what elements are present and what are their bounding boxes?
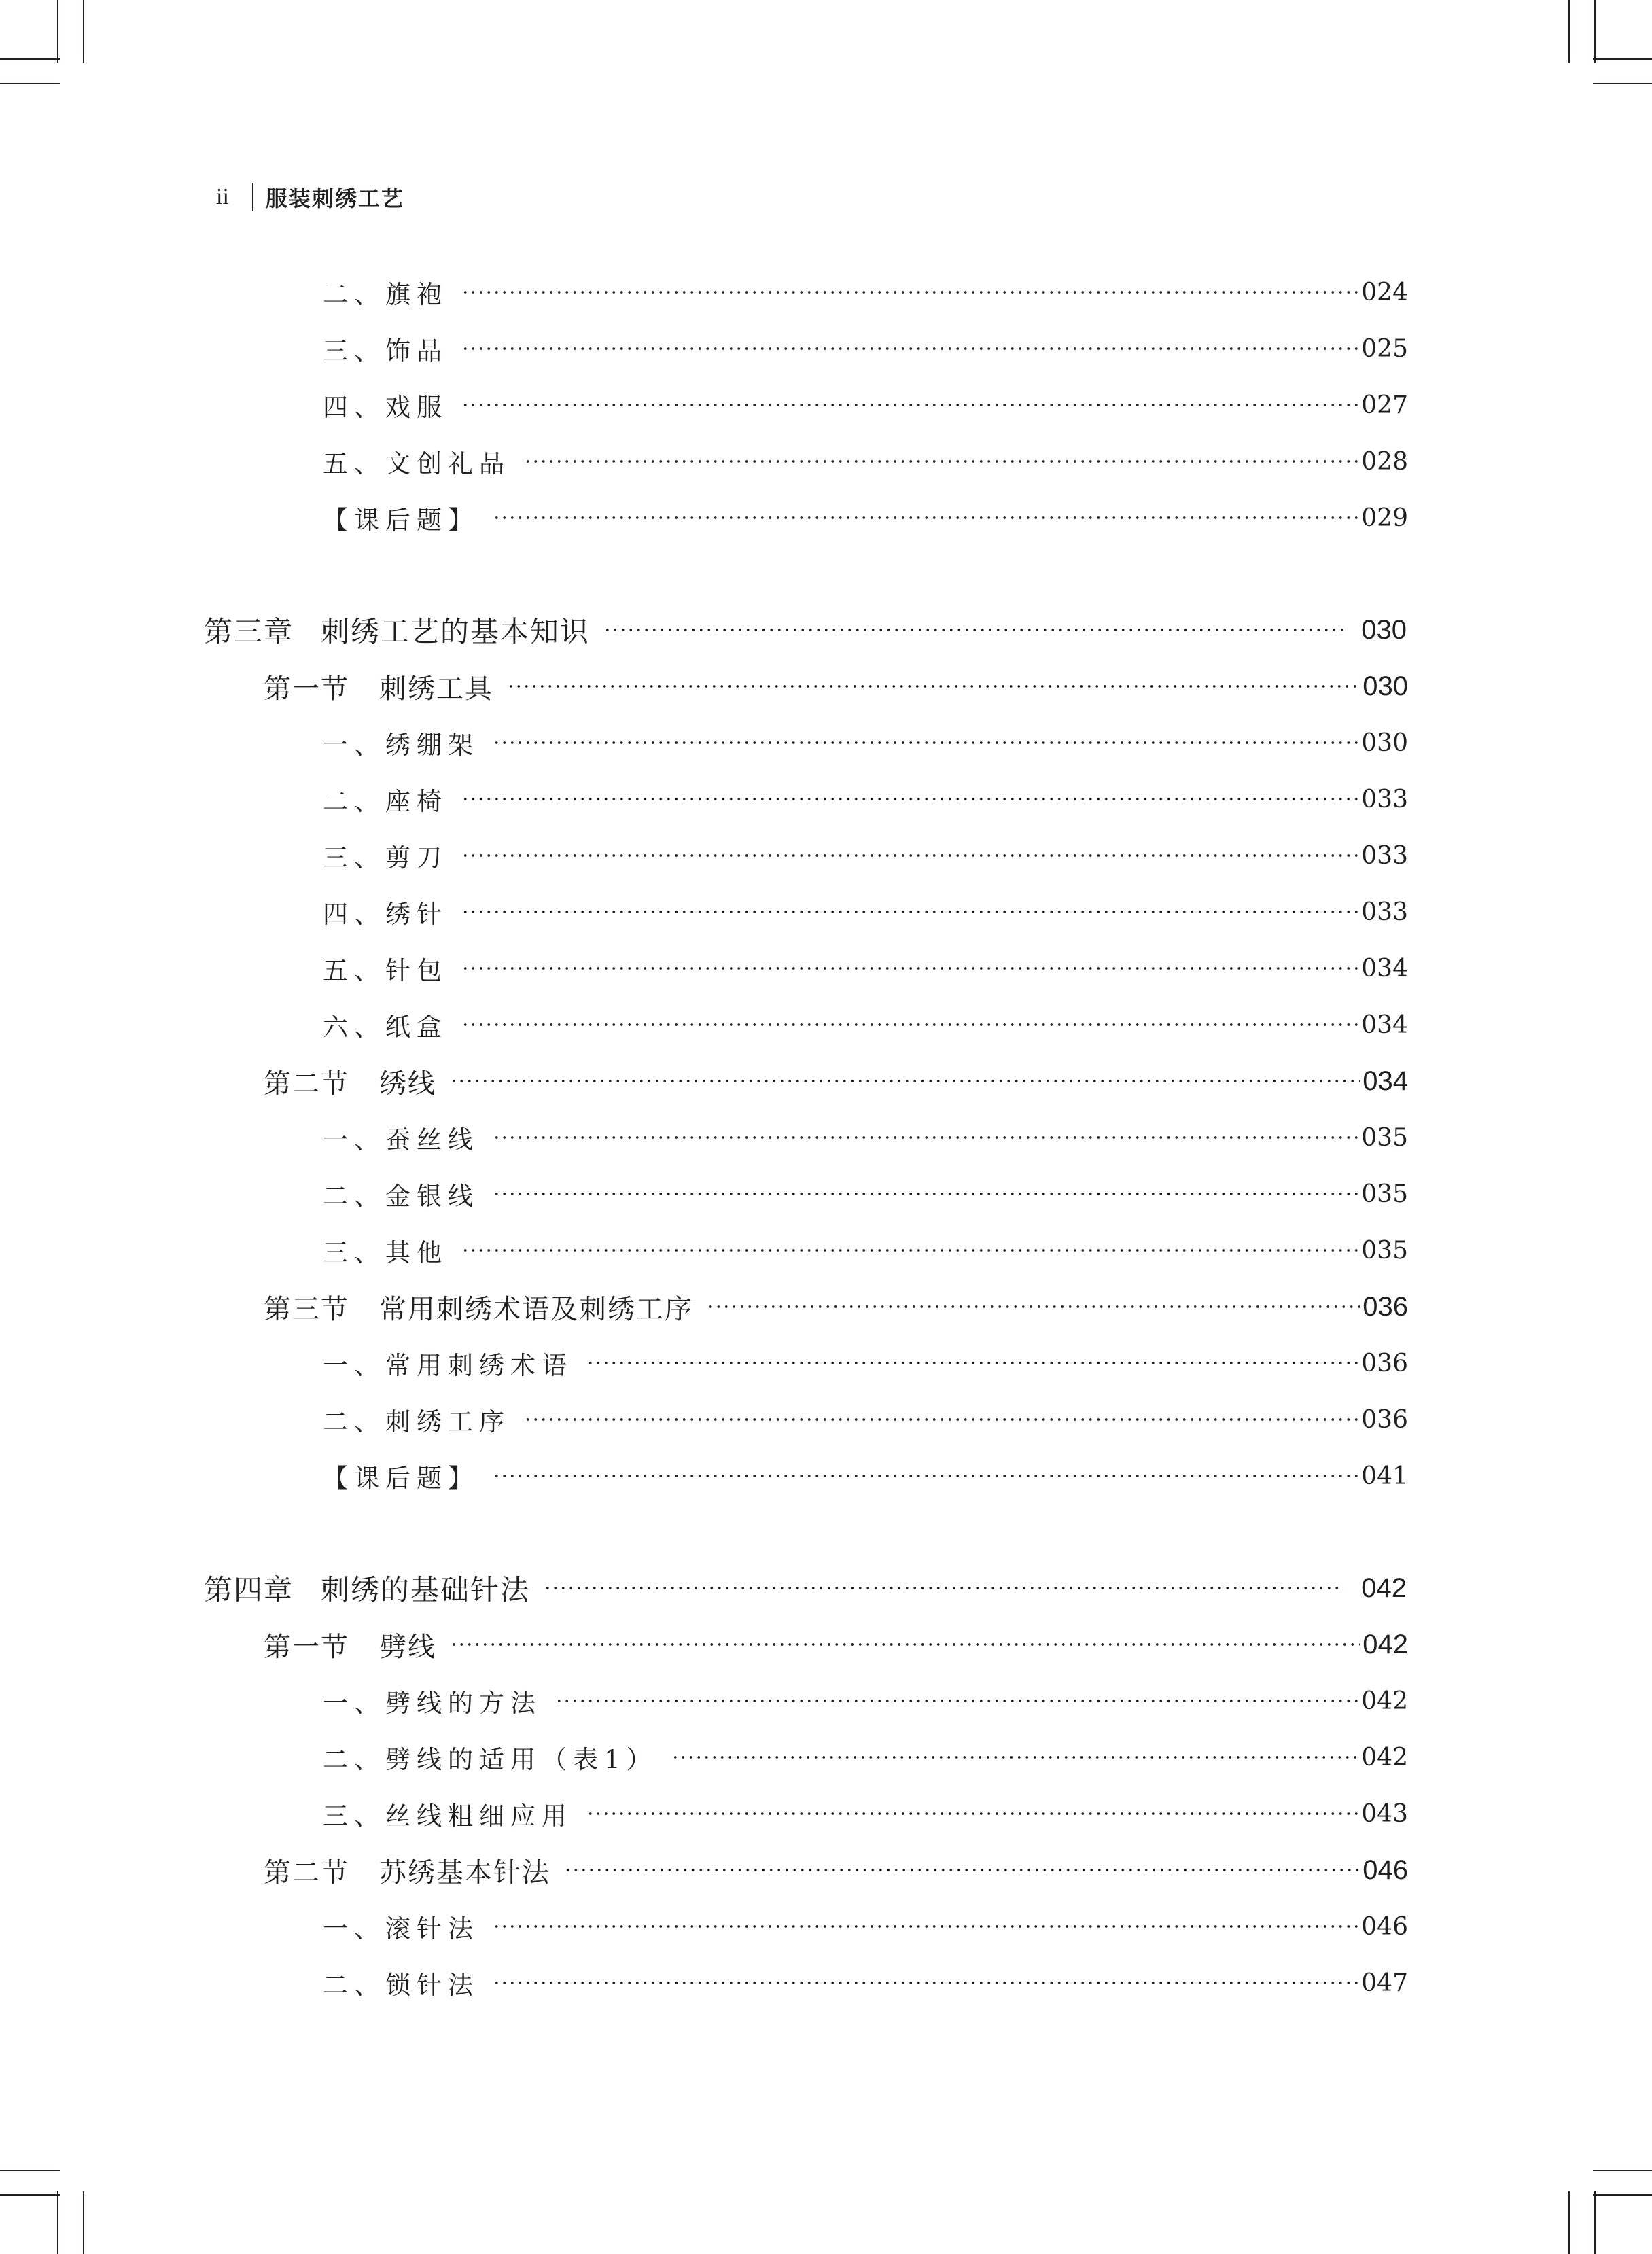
toc-subsection-entry <box>323 1174 1408 1214</box>
toc-subsection-entry <box>323 1117 1408 1158</box>
toc-page-number: 042 <box>1361 1572 1407 1603</box>
toc-entry-prefix: 第二节 <box>264 1856 349 1888</box>
toc-leader-dots <box>461 347 1358 350</box>
toc-leader-dots <box>461 911 1358 913</box>
toc-page-number: 025 <box>1361 334 1408 363</box>
toc-subsection-entry <box>323 1004 1408 1045</box>
toc-page-number: 029 <box>1361 504 1408 532</box>
toc-entry-title <box>264 1851 550 1890</box>
toc-page-number: 033 <box>1361 898 1408 926</box>
toc-section-entry <box>264 1850 1408 1890</box>
toc-entry-title <box>264 1062 436 1101</box>
toc-entry-label: 劈线 <box>379 1631 436 1663</box>
toc-entry-prefix: 第二节 <box>264 1068 349 1099</box>
toc-page-number: 036 <box>1363 1291 1408 1322</box>
toc-page-number: 042 <box>1361 1687 1408 1715</box>
toc-page-number: 033 <box>1361 785 1408 813</box>
toc-leader-dots <box>564 1869 1360 1871</box>
toc-page-number: 036 <box>1361 1349 1408 1377</box>
toc-page-number: 035 <box>1361 1180 1408 1208</box>
toc-leader-dots <box>524 1418 1358 1421</box>
toc-leader-dots <box>544 1587 1343 1589</box>
toc-entry-title <box>264 667 493 706</box>
toc-leader-dots <box>493 516 1358 519</box>
toc-entry-prefix: 第一节 <box>264 1631 349 1663</box>
toc-page-number: 042 <box>1363 1629 1408 1659</box>
toc-entry-title <box>264 1288 693 1326</box>
toc-entry-title: 一、滚针法 <box>323 1914 479 1943</box>
toc-subsection-entry <box>323 385 1408 425</box>
toc-page-number: 036 <box>1361 1405 1408 1434</box>
toc-page-number: 030 <box>1363 671 1408 701</box>
toc-page-number: 043 <box>1361 1799 1408 1828</box>
toc-page-number: 042 <box>1361 1743 1408 1772</box>
toc-page-number: 028 <box>1361 447 1408 476</box>
toc-page-number: 030 <box>1361 614 1407 645</box>
toc-page-number: 024 <box>1361 278 1408 306</box>
toc-page-number: 027 <box>1361 391 1408 419</box>
toc-leader-dots <box>555 1700 1358 1702</box>
toc-leader-dots <box>707 1305 1360 1308</box>
toc-leader-dots <box>461 967 1358 970</box>
toc-leader-dots <box>461 291 1358 294</box>
toc-subsection-entry <box>323 1230 1408 1271</box>
toc-leader-dots <box>493 1475 1358 1477</box>
toc-entry-title: 四、绣针 <box>323 900 448 929</box>
toc-entry-label: 刺绣的基础针法 <box>321 1573 531 1606</box>
toc-leader-dots <box>603 629 1343 631</box>
page-number: ii <box>216 184 229 209</box>
toc-page-number: 046 <box>1361 1912 1408 1941</box>
toc-entry-title <box>204 1568 530 1608</box>
toc-page-number: 041 <box>1361 1462 1408 1490</box>
toc-leader-dots <box>461 404 1358 406</box>
toc-chapter-entry <box>204 1568 1407 1608</box>
toc-subsection-entry <box>323 1456 1408 1496</box>
toc-page-number: 034 <box>1361 1010 1408 1039</box>
toc-leader-dots <box>493 741 1358 744</box>
toc-subsection-entry <box>323 779 1408 820</box>
toc-page-number: 035 <box>1361 1123 1408 1152</box>
toc-entry-title: 一、劈线的方法 <box>323 1689 542 1718</box>
toc-entry-title: 三、剪刀 <box>323 843 448 873</box>
toc-page-number: 035 <box>1361 1236 1408 1265</box>
toc-entry-title: 一、常用刺绣术语 <box>323 1351 573 1380</box>
toc-leader-dots <box>586 1362 1358 1364</box>
toc-subsection-entry <box>323 1680 1408 1721</box>
toc-entry-label: 苏绣基本针法 <box>379 1856 550 1888</box>
toc-page-number: 033 <box>1361 841 1408 870</box>
toc-page-number: 034 <box>1361 954 1408 983</box>
toc-leader-dots <box>493 1136 1358 1139</box>
toc-entry-title: 二、金银线 <box>323 1182 479 1211</box>
toc-entry-title: 一、蚕丝线 <box>323 1125 479 1155</box>
toc-leader-dots <box>493 1193 1358 1195</box>
toc-entry-title <box>264 1625 436 1664</box>
toc-chapter-entry <box>204 610 1407 650</box>
toc-entry-label: 常用刺绣术语及刺绣工序 <box>379 1293 693 1325</box>
toc-entry-title: 【课后题】 <box>323 1464 479 1493</box>
toc-leader-dots <box>450 1080 1360 1082</box>
header-divider <box>252 183 253 211</box>
toc-entry-title <box>204 610 590 650</box>
toc-entry-title: 二、座椅 <box>323 787 448 816</box>
toc-entry-title: 三、其他 <box>323 1238 448 1267</box>
toc-entry-prefix: 第一节 <box>264 673 349 705</box>
toc-leader-dots <box>493 1925 1358 1928</box>
toc-section-entry <box>264 666 1408 707</box>
toc-entry-title: 二、劈线的适用（表1） <box>323 1745 658 1774</box>
toc-entry-label: 绣线 <box>379 1068 436 1099</box>
toc-leader-dots <box>461 798 1358 800</box>
toc-leader-dots <box>671 1756 1359 1759</box>
toc-entry-title: 【课后题】 <box>323 506 479 535</box>
toc-entry-prefix: 第三章 <box>204 615 294 648</box>
toc-subsection-entry <box>323 1399 1408 1440</box>
toc-entry-title: 三、丝线粗细应用 <box>323 1801 573 1831</box>
toc-entry-title: 三、饰品 <box>323 336 448 366</box>
toc-entry-title: 一、绣绷架 <box>323 730 479 760</box>
toc-subsection-entry <box>323 272 1408 313</box>
toc-subsection-entry <box>323 1737 1408 1778</box>
toc-entry-title: 六、纸盒 <box>323 1012 448 1042</box>
toc-page-number: 034 <box>1363 1066 1408 1096</box>
toc-leader-dots <box>586 1812 1358 1815</box>
running-header <box>216 180 404 214</box>
book-title: 服装刺绣工艺 <box>265 186 404 211</box>
toc-page-number: 030 <box>1361 728 1408 757</box>
toc-subsection-entry <box>323 1793 1408 1834</box>
toc-subsection-entry <box>323 948 1408 989</box>
toc-leader-dots <box>461 854 1358 857</box>
toc-entry-label: 刺绣工艺的基本知识 <box>321 615 591 648</box>
toc-subsection-entry <box>323 1343 1408 1384</box>
toc-entry-title: 五、文创礼品 <box>323 449 510 478</box>
toc-entry-title: 四、戏服 <box>323 393 448 422</box>
toc-entry-prefix: 第四章 <box>204 1573 294 1606</box>
toc-leader-dots <box>461 1249 1358 1252</box>
toc-subsection-entry <box>323 497 1408 538</box>
toc-entry-label: 刺绣工具 <box>379 673 493 705</box>
toc-subsection-entry <box>323 1906 1408 1947</box>
toc-section-entry <box>264 1286 1408 1327</box>
toc-subsection-entry <box>323 441 1408 482</box>
toc-subsection-entry <box>323 722 1408 763</box>
toc-leader-dots <box>507 685 1360 688</box>
toc-page-number: 046 <box>1363 1854 1408 1885</box>
toc-entry-title: 二、刺绣工序 <box>323 1407 510 1437</box>
toc-entry-title: 五、针包 <box>323 956 448 985</box>
toc-leader-dots <box>450 1643 1360 1646</box>
toc-entry-prefix: 第三节 <box>264 1293 349 1325</box>
toc-entry-title: 二、旗袍 <box>323 280 448 309</box>
toc-page-number: 047 <box>1361 1969 1408 1997</box>
toc-subsection-entry <box>323 892 1408 932</box>
toc-section-entry <box>264 1061 1408 1102</box>
toc-entry-title: 二、锁针法 <box>323 1971 479 2000</box>
toc-leader-dots <box>493 1982 1358 1984</box>
toc-leader-dots <box>461 1023 1358 1026</box>
toc-subsection-entry <box>323 1962 1408 2003</box>
toc-section-entry <box>264 1624 1408 1665</box>
toc-leader-dots <box>524 460 1358 463</box>
toc-subsection-entry <box>323 328 1408 369</box>
toc-subsection-entry <box>323 835 1408 876</box>
